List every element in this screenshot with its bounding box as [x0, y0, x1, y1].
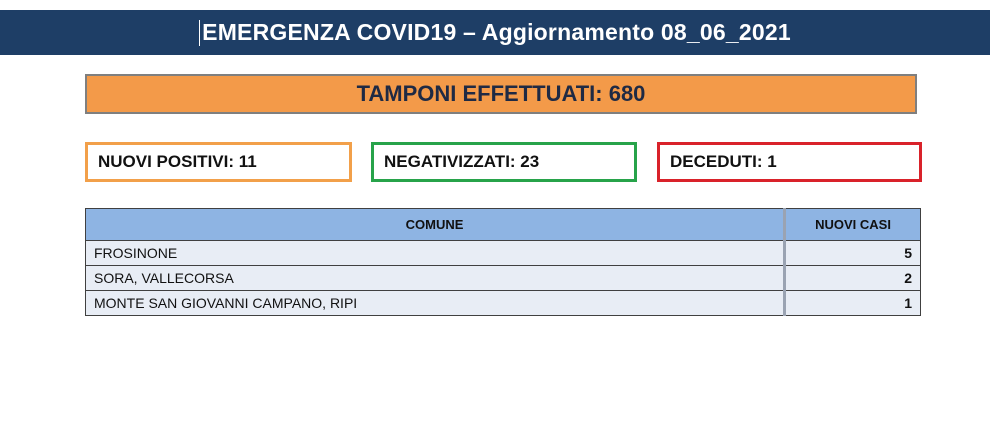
- nuovi-positivi-box: [85, 142, 352, 182]
- cell-nuovi-casi: 5: [785, 241, 921, 266]
- cell-comune: MONTE SAN GIOVANNI CAMPANO, RIPI: [86, 291, 785, 316]
- page-title: EMERGENZA COVID19 – Aggiornamento 08_06_2021: [202, 19, 791, 45]
- table-header-row: [86, 209, 921, 241]
- cases-table: [85, 208, 921, 316]
- cell-comune: FROSINONE: [86, 241, 785, 266]
- cell-nuovi-casi: 2: [785, 266, 921, 291]
- text-cursor: [199, 20, 200, 46]
- page-header: [0, 10, 990, 55]
- column-header-comune: COMUNE: [86, 209, 785, 241]
- nuovi-positivi-text: NUOVI POSITIVI: 11: [98, 152, 257, 171]
- negativizzati-text: NEGATIVIZZATI: 23: [384, 152, 540, 171]
- tamponi-text: TAMPONI EFFETTUATI: 680: [356, 81, 646, 106]
- deceduti-text: DECEDUTI: 1: [670, 152, 777, 171]
- negativizzati-box: [371, 142, 637, 182]
- table-row: [86, 291, 921, 316]
- cell-comune: SORA, VALLECORSA: [86, 266, 785, 291]
- deceduti-box: [657, 142, 922, 182]
- table-row: [86, 241, 921, 266]
- cell-nuovi-casi: 1: [785, 291, 921, 316]
- table-row: [86, 266, 921, 291]
- tamponi-banner: [85, 74, 917, 114]
- column-header-nuovi-casi: NUOVI CASI: [785, 209, 921, 241]
